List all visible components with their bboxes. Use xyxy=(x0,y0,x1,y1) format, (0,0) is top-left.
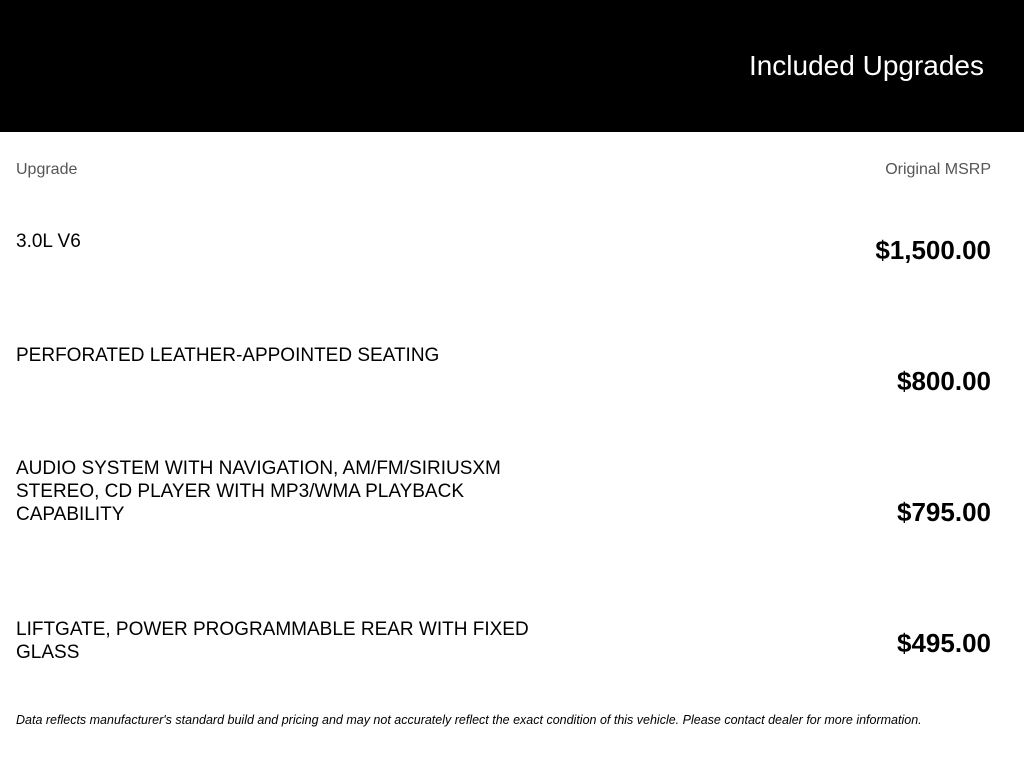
page-title: Included Upgrades xyxy=(748,50,984,81)
upgrade-name: LIFTGATE, POWER PROGRAMMABLE REAR WITH FIXED GLASS xyxy=(16,619,529,663)
upgrade-name: AUDIO SYSTEM WITH NAVIGATION, AM/FM/SIRIUSXM STEREO, CD PLAYER WITH MP3/WMA PLAYBACK CAPABILITY xyxy=(16,458,501,525)
upgrade-price: $495.00 xyxy=(897,628,991,658)
upgrade-price: $800.00 xyxy=(897,366,991,396)
upgrade-name: 3.0L V6 xyxy=(16,231,81,252)
upgrade-price: $1,500.00 xyxy=(875,235,991,265)
upgrade-price: $795.00 xyxy=(897,497,991,527)
column-header-upgrade: Upgrade xyxy=(16,161,78,178)
upgrade-name: PERFORATED LEATHER-APPOINTED SEATING xyxy=(16,345,440,366)
header-bar xyxy=(0,0,1024,132)
column-header-msrp: Original MSRP xyxy=(885,161,991,178)
disclaimer-text: Data reflects manufacturer's standard build and pricing and may not accurately reflect the exact condition of this vehicle. Please contact dealer for more information. xyxy=(16,713,922,727)
